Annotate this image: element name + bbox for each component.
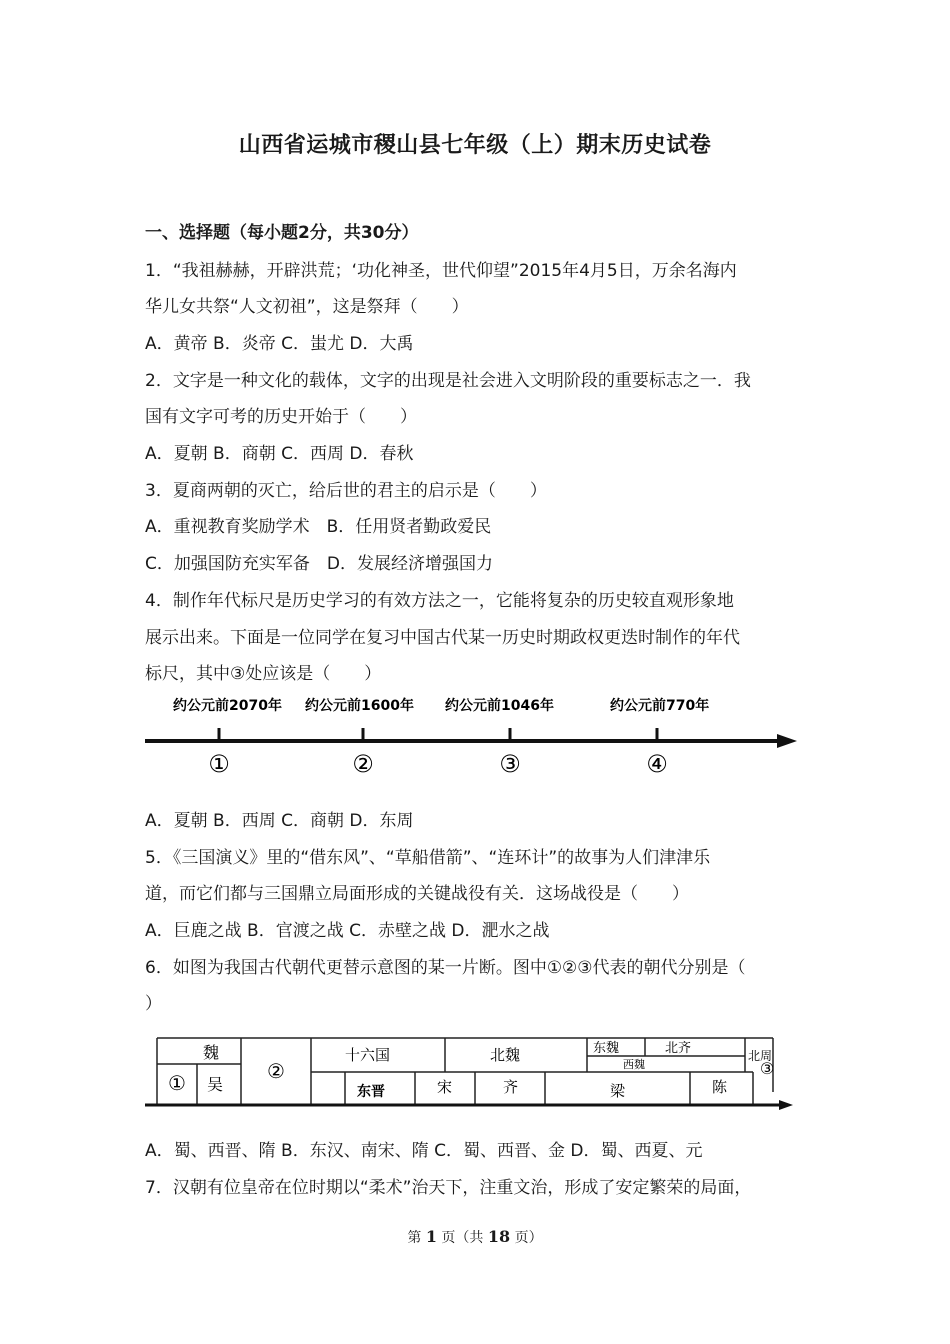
section-heading: 一、选择题（每小题2分，共30分） (145, 223, 419, 243)
q1-line1: 1．“我祖赫赫，开辟洪荒；‘功化神圣，世代仰望”2015年4月5日，万余名海内 (145, 261, 737, 281)
footer-page-number: 1 (425, 1227, 437, 1246)
dynasty-beiqi: 北齐 (665, 1041, 692, 1056)
diagram-arrowhead (779, 1100, 793, 1110)
q6-line2: ） (145, 994, 162, 1014)
timeline-arrowhead (777, 734, 797, 748)
q2-line1: 2．文字是一种文化的载体，文字的出现是社会进入文明阶段的重要标志之一．我 (145, 371, 751, 391)
q5-line1: 5．《三国演义》里的“借东风”、“草船借箭”、“连环计”的故事为人们津津乐 (145, 848, 711, 868)
timeline-label-4: 约公元前770年 (610, 698, 710, 714)
page-title: 山西省运城市稷山县七年级（上）期末历史试卷 (238, 133, 712, 158)
footer-total-pages: 18 (487, 1227, 511, 1246)
footer-middle: 页（共 (436, 1230, 488, 1246)
dynasty-xiwei: 西魏 (623, 1058, 645, 1071)
page-footer (0, 1227, 950, 1247)
q5-options: A．巨鹿之战 B．官渡之战 C．赤壁之战 D．淝水之战 (145, 921, 550, 941)
dynasty-song: 宋 (437, 1078, 453, 1096)
dynasty-liang: 梁 (610, 1082, 626, 1100)
dynasty-dongjin: 东晋 (357, 1084, 385, 1100)
q6-line1: 6．如图为我国古代朝代更替示意图的某一片断。图中①②③代表的朝代分别是（ (145, 958, 746, 978)
q4-timeline-figure (145, 688, 805, 780)
timeline-label-3: 约公元前1046年 (445, 698, 554, 714)
timeline-marker-4: ④ (646, 750, 668, 778)
q1-options: A．黄帝 B．炎帝 C．蚩尤 D．大禹 (145, 334, 414, 354)
marker-3: ③ (759, 1059, 775, 1078)
q6-dynasty-diagram (145, 1028, 797, 1112)
q5-line2: 道，而它们都与三国鼎立局面形成的关键战役有关．这场战役是（ ） (145, 884, 689, 904)
dynasty-chen: 陈 (712, 1078, 728, 1096)
marker-2: ② (267, 1059, 285, 1083)
dynasty-dongwei: 东魏 (593, 1041, 620, 1056)
dynasty-beizhou: 北周 (748, 1049, 773, 1063)
timeline-marker-3: ③ (499, 750, 521, 778)
timeline-marker-1: ① (208, 750, 230, 778)
q3-options-cd: C．加强国防充实军备 D．发展经济增强国力 (145, 554, 493, 574)
q6-options: A．蜀、西晋、隋 B．东汉、南宋、隋 C．蜀、西晋、金 D．蜀、西夏、元 (145, 1141, 703, 1161)
q4-line3: 标尺，其中③处应该是（ ） (145, 664, 382, 684)
dynasty-qi: 齐 (503, 1078, 519, 1096)
marker-1: ① (168, 1071, 186, 1095)
q4-options: A．夏朝 B．西周 C．商朝 D．东周 (145, 811, 414, 831)
dynasty-wu: 吴 (207, 1075, 224, 1094)
q2-options: A．夏朝 B．商朝 C．西周 D．春秋 (145, 444, 414, 464)
footer-prefix: 第 (407, 1230, 426, 1246)
timeline-marker-2: ② (352, 750, 374, 778)
q2-line2: 国有文字可考的历史开始于（ ） (145, 407, 417, 427)
dynasty-sixteen-kingdoms: 十六国 (345, 1046, 391, 1064)
q7-line1: 7．汉朝有位皇帝在位时期以“柔术”治天下，注重文治，形成了安定繁荣的局面， (145, 1178, 752, 1198)
q4-line2: 展示出来。下面是一位同学在复习中国古代某一历史时期政权更迭时制作的年代 (145, 628, 740, 648)
timeline-label-2: 约公元前1600年 (305, 698, 414, 714)
q3-options-ab: A．重视教育奖励学术 B．任用贤者勤政爱民 (145, 517, 492, 537)
q3-line1: 3．夏商两朝的灭亡，给后世的君主的启示是（ ） (145, 481, 547, 501)
dynasty-beiwei: 北魏 (490, 1046, 521, 1064)
timeline-label-1: 约公元前2070年 (173, 698, 282, 714)
q1-line2: 华儿女共祭“人文初祖”，这是祭拜（ ） (145, 297, 469, 317)
q4-line1: 4．制作年代标尺是历史学习的有效方法之一，它能将复杂的历史较直观形象地 (145, 591, 734, 611)
footer-suffix: 页） (510, 1230, 543, 1246)
dynasty-wei: 魏 (203, 1043, 220, 1062)
